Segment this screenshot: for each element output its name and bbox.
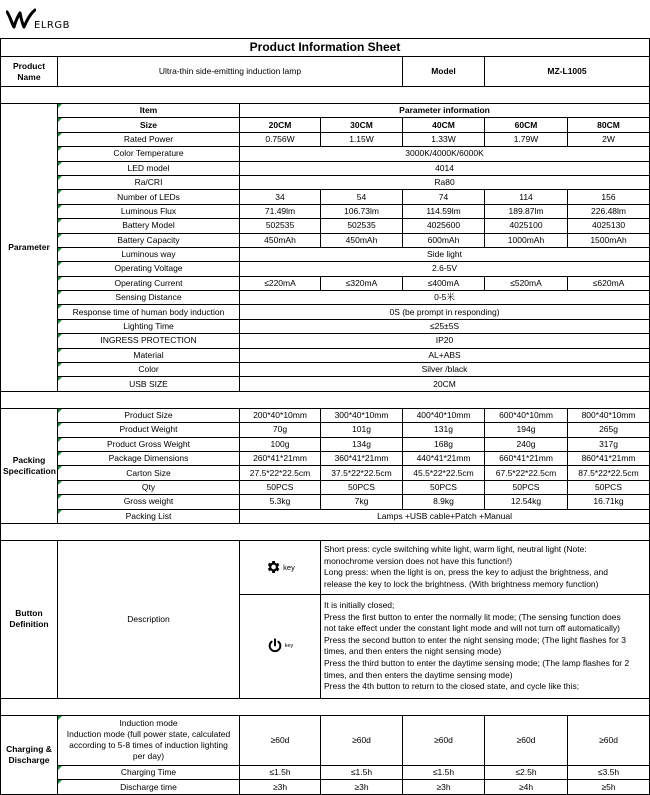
luminous-flux-value: 106.73lm <box>321 204 403 218</box>
charging-time-value: ≤2.5h <box>485 765 568 779</box>
product-gross-weight-label: Product Gross Weight <box>58 437 240 451</box>
product-weight-value: 101g <box>321 423 403 437</box>
battery-capacity-value: 600mAh <box>403 233 485 247</box>
product-info-table <box>0 38 650 795</box>
response-time-label: Response time of human body induction <box>58 305 240 319</box>
key2-line: Press the second button to enter the night sensing mode; (The light flashes for 3 <box>324 634 626 645</box>
ra-cri-label: Ra/CRI <box>58 175 240 189</box>
rated-power-value: 1.79W <box>485 132 568 146</box>
rated-power-label: Rated Power <box>58 132 240 146</box>
induction-mode-value: ≥60d <box>321 715 403 765</box>
key2-description <box>321 594 650 698</box>
led-model-value: 4014 <box>240 161 650 175</box>
rated-power-value: 1.33W <box>403 132 485 146</box>
discharge-time-value: ≥3h <box>321 780 403 794</box>
key1-description <box>321 540 650 594</box>
size-60cm: 60CM <box>485 118 568 132</box>
key1-label: key <box>283 562 295 572</box>
gross-weight-value: 7kg <box>321 495 403 509</box>
led-model-label: LED model <box>58 161 240 175</box>
key2-line: Press the first button to enter the normally lit mode; (The sensing function does <box>324 611 621 622</box>
sensing-distance-label: Sensing Distance <box>58 291 240 305</box>
key2-line: It is initially closed; <box>324 600 395 611</box>
operating-voltage-label: Operating Voltage <box>58 262 240 276</box>
color-temperature-label: Color Temperature <box>58 147 240 161</box>
operating-current-value: ≤320mA <box>321 276 403 290</box>
size-30cm: 30CM <box>321 118 403 132</box>
key1-line: Long press: when the light is on, press the key to adjust the brightness, and <box>324 567 608 578</box>
operating-voltage-value: 2.6-5V <box>240 262 650 276</box>
luminous-flux-value: 114.59lm <box>403 204 485 218</box>
key2-line: Press the third button to enter the daytime sensing mode; (The lamp flashes for 2 <box>324 658 630 669</box>
key1-line: Short press: cycle switching white light, warm light, neutral light (Note: <box>324 544 587 555</box>
ingress-protection-value: IP20 <box>240 334 650 348</box>
luminous-flux-value: 189.87lm <box>485 204 568 218</box>
carton-size-value: 67.5*22*22.5cm <box>485 466 568 480</box>
product-name-label: Product Name <box>1 57 58 87</box>
package-dimensions-value: 440*41*21mm <box>403 451 485 465</box>
battery-model-value: 502535 <box>321 219 403 233</box>
induction-mode-value: ≥60d <box>568 715 650 765</box>
material-label: Material <box>58 348 240 362</box>
product-size-value: 400*40*10mm <box>403 408 485 422</box>
gear-icon <box>265 559 281 575</box>
packing-section-label: Packing Specification <box>1 408 58 523</box>
material-value: AL+ABS <box>240 348 650 362</box>
package-dimensions-value: 360*41*21mm <box>321 451 403 465</box>
luminous-flux-value: 226.48lm <box>568 204 650 218</box>
key1-cell <box>240 540 321 594</box>
charging-time-value: ≤1.5h <box>403 765 485 779</box>
description-label: Description <box>58 540 240 698</box>
discharge-time-value: ≥3h <box>403 780 485 794</box>
key2-label: key <box>284 642 294 649</box>
qty-label: Qty <box>58 480 240 494</box>
gross-weight-label: Gross weight <box>58 495 240 509</box>
discharge-time-value: ≥5h <box>568 780 650 794</box>
color-temperature-value: 3000K/4000K/6000K <box>240 147 650 161</box>
gross-weight-value: 12.54kg <box>485 495 568 509</box>
induction-mode-value: ≥60d <box>240 715 321 765</box>
response-time-value: 0S (be prompt in responding) <box>240 305 650 319</box>
qty-value: 50PCS <box>240 480 321 494</box>
ra-cri-value: Ra80 <box>240 175 650 189</box>
usb-size-value: 20CM <box>240 377 650 391</box>
packing-list-label: Packing List <box>58 509 240 523</box>
color-value: Silver /black <box>240 363 650 377</box>
induction-mode-line: according to 5-8 times of induction lighting <box>69 740 228 751</box>
battery-capacity-value: 1500mAh <box>568 233 650 247</box>
rated-power-value: 0.756W <box>240 132 321 146</box>
package-dimensions-label: Package Dimensions <box>58 451 240 465</box>
num-leds-value: 74 <box>403 190 485 204</box>
luminous-way-label: Luminous way <box>58 247 240 261</box>
qty-value: 50PCS <box>568 480 650 494</box>
discharge-time-value: ≥4h <box>485 780 568 794</box>
color-label: Color <box>58 363 240 377</box>
carton-size-value: 87.5*22*22.5cm <box>568 466 650 480</box>
ingress-protection-label: INGRESS PROTECTION <box>58 334 240 348</box>
key2-line: not take effect under the constant light mode and will not turn off automatically) <box>324 623 620 634</box>
product-name-value: Ultra-thin side-emitting induction lamp <box>58 57 403 87</box>
operating-current-value: ≤620mA <box>568 276 650 290</box>
qty-value: 50PCS <box>403 480 485 494</box>
product-gross-weight-value: 100g <box>240 437 321 451</box>
product-weight-value: 131g <box>403 423 485 437</box>
size-40cm: 40CM <box>403 118 485 132</box>
battery-capacity-value: 450mAh <box>240 233 321 247</box>
product-gross-weight-value: 134g <box>321 437 403 451</box>
product-size-value: 800*40*10mm <box>568 408 650 422</box>
discharge-time-label: Discharge time <box>58 780 240 794</box>
model-label: Model <box>403 57 485 87</box>
luminous-way-value: Side light <box>240 247 650 261</box>
parameter-section-label: Parameter <box>1 104 58 392</box>
product-size-value: 600*40*10mm <box>485 408 568 422</box>
battery-model-value: 4025600 <box>403 219 485 233</box>
lighting-time-value: ≤25±5S <box>240 319 650 333</box>
qty-value: 50PCS <box>485 480 568 494</box>
product-size-value: 200*40*10mm <box>240 408 321 422</box>
product-size-label: Product Size <box>58 408 240 422</box>
battery-model-value: 4025100 <box>485 219 568 233</box>
product-size-value: 300*40*10mm <box>321 408 403 422</box>
spacer-row <box>1 391 650 408</box>
operating-current-value: ≤520mA <box>485 276 568 290</box>
key1-line: monochrome version does not have this function!) <box>324 555 513 566</box>
battery-model-value: 4025130 <box>568 219 650 233</box>
key2-line: times, and then enters the daytime sensing mode) <box>324 669 513 680</box>
induction-mode-label <box>58 715 240 765</box>
charging-time-value: ≤1.5h <box>240 765 321 779</box>
sheet-title: Product Information Sheet <box>1 39 650 57</box>
package-dimensions-value: 660*41*21mm <box>485 451 568 465</box>
induction-mode-line: Induction mode <box>119 718 178 729</box>
key2-line: times, and then enters the night sensing mode) <box>324 646 502 657</box>
size-80cm: 80CM <box>568 118 650 132</box>
num-leds-value: 54 <box>321 190 403 204</box>
brand-logo <box>6 8 86 32</box>
rated-power-value: 1.15W <box>321 132 403 146</box>
carton-size-label: Carton Size <box>58 466 240 480</box>
charging-time-value: ≤3.5h <box>568 765 650 779</box>
num-leds-value: 156 <box>568 190 650 204</box>
carton-size-value: 45.5*22*22.5cm <box>403 466 485 480</box>
induction-mode-value: ≥60d <box>485 715 568 765</box>
luminous-flux-value: 71.49lm <box>240 204 321 218</box>
model-value: MZ-L1005 <box>485 57 650 87</box>
product-weight-value: 265g <box>568 423 650 437</box>
induction-mode-value: ≥60d <box>403 715 485 765</box>
operating-current-value: ≤220mA <box>240 276 321 290</box>
discharge-time-value: ≥3h <box>240 780 321 794</box>
battery-capacity-value: 1000mAh <box>485 233 568 247</box>
charging-section-label: Charging & Discharge <box>1 715 58 794</box>
packing-list-value: Lamps +USB cable+Patch +Manual <box>240 509 650 523</box>
product-weight-value: 194g <box>485 423 568 437</box>
button-section-label: Button Definition <box>1 540 58 698</box>
induction-mode-line: per day) <box>132 751 165 762</box>
spacer-row <box>1 523 650 540</box>
battery-model-value: 502535 <box>240 219 321 233</box>
charging-time-label: Charging Time <box>58 765 240 779</box>
power-icon <box>267 638 283 654</box>
item-header: Item <box>58 104 240 118</box>
product-gross-weight-value: 240g <box>485 437 568 451</box>
package-dimensions-value: 860*41*21mm <box>568 451 650 465</box>
battery-capacity-label: Battery Capacity <box>58 233 240 247</box>
key2-line: Press the 4th button to return to the closed state, and cycle like this; <box>324 681 580 692</box>
key2-cell <box>240 594 321 698</box>
lighting-time-label: Lighting Time <box>58 319 240 333</box>
luminous-flux-label: Luminous Flux <box>58 204 240 218</box>
num-leds-value: 34 <box>240 190 321 204</box>
product-weight-value: 70g <box>240 423 321 437</box>
product-gross-weight-value: 168g <box>403 437 485 451</box>
spacer-row <box>1 698 650 715</box>
qty-value: 50PCS <box>321 480 403 494</box>
operating-current-value: ≤400mA <box>403 276 485 290</box>
sensing-distance-value: 0-5米 <box>240 291 650 305</box>
induction-mode-line: Induction mode (full power state, calculated <box>66 729 231 740</box>
battery-capacity-value: 450mAh <box>321 233 403 247</box>
size-label: Size <box>58 118 240 132</box>
spacer-row <box>1 87 650 104</box>
size-20cm: 20CM <box>240 118 321 132</box>
parameter-info-header: Parameter information <box>240 104 650 118</box>
gross-weight-value: 8.9kg <box>403 495 485 509</box>
key1-line: release the key to lock the brightness. (With brightness memory function) <box>324 579 599 590</box>
battery-model-label: Battery Model <box>58 219 240 233</box>
gross-weight-value: 16.71kg <box>568 495 650 509</box>
product-gross-weight-value: 317g <box>568 437 650 451</box>
gross-weight-value: 5.3kg <box>240 495 321 509</box>
logo-mark-icon <box>6 8 36 30</box>
logo-text: ELRGB <box>34 20 70 31</box>
carton-size-value: 37.5*22*22.5cm <box>321 466 403 480</box>
product-weight-label: Product Weight <box>58 423 240 437</box>
num-leds-value: 114 <box>485 190 568 204</box>
num-leds-label: Number of LEDs <box>58 190 240 204</box>
rated-power-value: 2W <box>568 132 650 146</box>
carton-size-value: 27.5*22*22.5cm <box>240 466 321 480</box>
usb-size-label: USB SIZE <box>58 377 240 391</box>
operating-current-label: Operating Current <box>58 276 240 290</box>
charging-time-value: ≤1.5h <box>321 765 403 779</box>
package-dimensions-value: 260*41*21mm <box>240 451 321 465</box>
